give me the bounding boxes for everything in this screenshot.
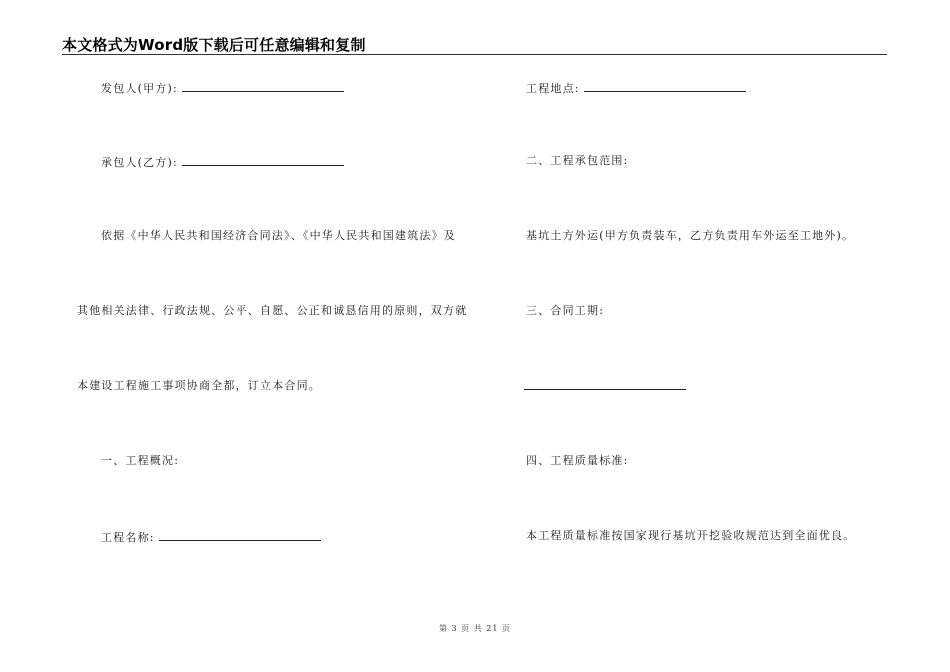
employer-label: 发包人(甲方): (101, 82, 178, 95)
contractor-blank[interactable] (182, 154, 344, 166)
quality-text: 本工程质量标准按国家现行基坑开挖验收规范达到全面优良。 (526, 529, 856, 542)
employer-line (101, 80, 344, 96)
section-3-heading: 三、合同工期: (526, 304, 605, 317)
document-header-title: 本文格式为Word版下载后可任意编辑和复制 (62, 36, 366, 54)
basis-paragraph-line-1: 依据《中华人民共和国经济合同法》、《中华人民共和国建筑法》及 (101, 229, 456, 242)
basis-paragraph-line-3: 本建设工程施工事项协商全都，订立本合同。 (77, 379, 321, 392)
section-1-heading: 一、工程概况: (101, 454, 180, 467)
page-indicator: 第 3 页 共 21 页 (439, 624, 511, 633)
project-name-blank[interactable] (159, 529, 321, 541)
location-blank[interactable] (584, 80, 746, 92)
contractor-line (101, 154, 344, 170)
project-name-line (101, 529, 321, 545)
header-divider (62, 54, 887, 55)
contract-period-blank[interactable] (524, 389, 686, 390)
employer-blank[interactable] (182, 80, 344, 92)
location-line (526, 80, 746, 96)
section-2-heading: 二、工程承包范围: (526, 154, 629, 167)
location-label: 工程地点: (526, 82, 580, 95)
basis-paragraph-line-2: 其他相关法律、行政法规、公平、自愿、公正和诚恳信用的原则，双方就 (77, 304, 468, 317)
section-4-heading: 四、工程质量标准: (526, 454, 629, 467)
project-name-label: 工程名称: (101, 531, 155, 544)
contractor-label: 承包人(乙方): (101, 156, 178, 169)
scope-text: 基坑土方外运(甲方负责装车，乙方负责用车外运至工地外)。 (526, 229, 855, 242)
